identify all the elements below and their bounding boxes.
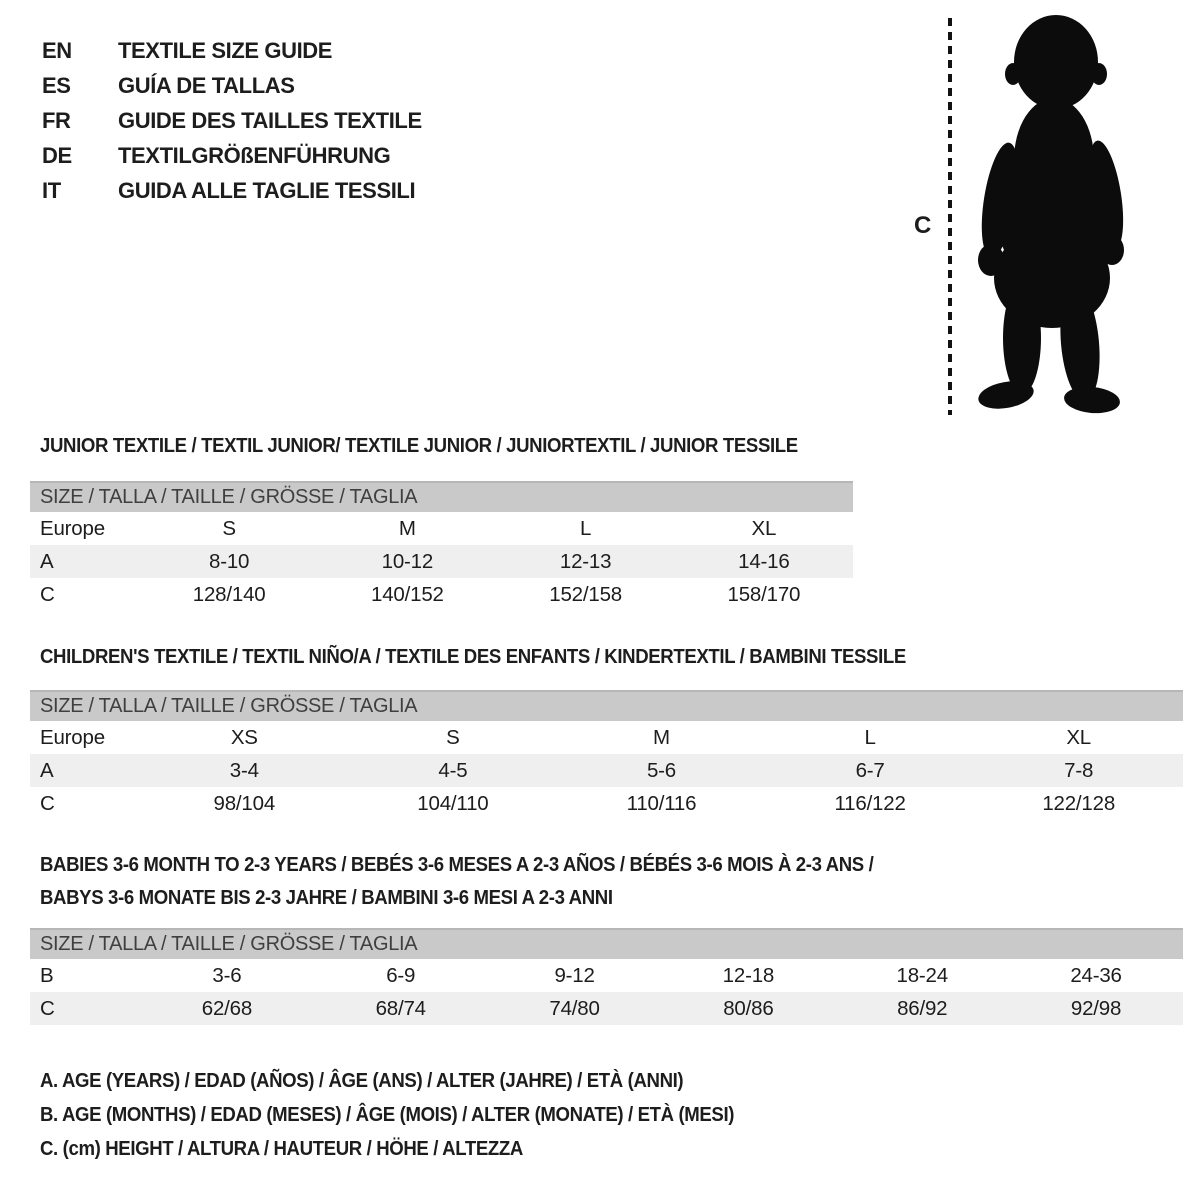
age-cell: 4-5 [438,758,468,782]
height-cell: 140/152 [371,582,444,606]
height-cell: 122/128 [1042,791,1116,815]
row-label: C [40,996,55,1020]
size-cell: S [222,516,236,540]
table-row-europe [30,512,853,545]
height-measure-dashed-line [948,18,952,415]
section-title-babies [40,849,873,915]
height-cell: 158/170 [727,582,801,606]
age-cell: 12-13 [559,549,612,573]
age-cell: 10-12 [381,549,434,573]
age-cell: 7-8 [1064,758,1094,782]
size-cell: L [864,725,876,749]
size-cell: S [446,725,460,749]
size-cell: XL [1066,725,1092,749]
row-label: A [40,549,54,573]
row-label: Europe [40,725,105,749]
language-row-it [42,173,422,208]
row-label: C [40,791,55,815]
language-code: EN [42,37,72,63]
height-measure-label: C [914,212,932,239]
footnote-b: B. AGE (MONTHS) / EDAD (MESES) / ÂGE (MOIS) / ALTER (MONATE) / ETÀ (MESI) [40,1104,735,1126]
footnote-a: A. AGE (YEARS) / EDAD (AÑOS) / ÂGE (ANS) / ALTER (JAHRE) / ETÀ (ANNI) [40,1070,684,1092]
size-cell: XL [751,516,777,540]
height-cell: 62/68 [201,996,253,1020]
language-title: TEXTILE SIZE GUIDE [118,37,333,63]
section-title-children: CHILDREN'S TEXTILE / TEXTIL NIÑO/A / TEXTILE DES ENFANTS / KINDERTEXTIL / BAMBINI TESSILE [40,646,906,668]
size-table-header: SIZE / TALLA / TAILLE / GRÖSSE / TAGLIA [30,690,1183,721]
section-title-junior: JUNIOR TEXTILE / TEXTIL JUNIOR/ TEXTILE JUNIOR / JUNIORTEXTIL / JUNIOR TESSILE [40,435,798,457]
age-cell: 9-12 [554,963,595,987]
table-row-age-months [30,959,1183,992]
height-cell: 80/86 [723,996,774,1020]
age-cell: 18-24 [896,963,948,987]
language-row-en [42,33,422,68]
language-title-list [42,33,422,208]
age-cell: 14-16 [738,549,790,573]
table-row-europe [30,721,1183,754]
height-cell: 110/116 [626,791,697,815]
size-cell: M [398,516,416,540]
height-cell: 86/92 [897,996,948,1020]
height-cell: 104/110 [417,791,489,815]
height-cell: 116/122 [834,791,906,815]
language-row-es [42,68,422,103]
height-cell: 68/74 [375,996,426,1020]
language-row-fr [42,103,422,138]
language-title: GUÍA DE TALLAS [118,72,295,98]
size-table-header: SIZE / TALLA / TAILLE / GRÖSSE / TAGLIA [30,481,853,512]
row-label: C [40,582,55,606]
height-cell: 128/140 [192,582,266,606]
section-title-babies-line1: BABIES 3-6 MONTH TO 2-3 YEARS / BEBÉS 3-6 MESES A 2-3 AÑOS / BÉBÉS 3-6 MOIS À 2-3 ANS / [40,854,874,876]
size-cell: XS [230,725,258,749]
size-table-header: SIZE / TALLA / TAILLE / GRÖSSE / TAGLIA [30,928,1183,959]
language-code: DE [42,142,72,168]
junior-size-table [30,481,853,611]
age-cell: 6-7 [855,758,885,782]
baby-silhouette-icon [960,10,1140,415]
babies-size-table [30,928,1183,1025]
footnote-c: C. (cm) HEIGHT / ALTURA / HAUTEUR / HÖHE / ALTEZZA [40,1138,523,1160]
table-row-age [30,545,853,578]
height-cell: 152/158 [549,582,622,606]
height-cell: 92/98 [1070,996,1122,1020]
table-row-age [30,754,1183,787]
size-cell: M [653,725,670,749]
language-title: TEXTILGRÖßENFÜHRUNG [118,142,391,168]
section-title-babies-line2: BABYS 3-6 MONATE BIS 2-3 JAHRE / BAMBINI 3-6 MESI A 2-3 ANNI [40,887,613,909]
age-cell: 12-18 [722,963,775,987]
language-code: IT [42,177,61,203]
language-row-de [42,138,422,173]
table-row-height [30,992,1183,1025]
footnote-legend [40,1070,786,1172]
language-code: ES [42,72,71,98]
age-cell: 5-6 [646,758,676,782]
language-title: GUIDA ALLE TAGLIE TESSILI [118,177,416,203]
age-cell: 3-6 [212,963,242,987]
height-cell: 74/80 [549,996,600,1020]
age-cell: 24-36 [1070,963,1122,987]
table-row-height [30,787,1183,820]
height-cell: 98/104 [213,791,276,815]
children-size-table [30,690,1183,820]
size-cell: L [580,516,592,540]
row-label: A [40,758,54,782]
row-label: B [40,963,54,987]
language-code: FR [42,107,71,133]
row-label: Europe [40,516,105,540]
age-cell: 3-4 [229,758,259,782]
table-row-height [30,578,853,611]
age-cell: 8-10 [209,549,250,573]
language-title: GUIDE DES TAILLES TEXTILE [118,107,422,133]
age-cell: 6-9 [386,963,416,987]
